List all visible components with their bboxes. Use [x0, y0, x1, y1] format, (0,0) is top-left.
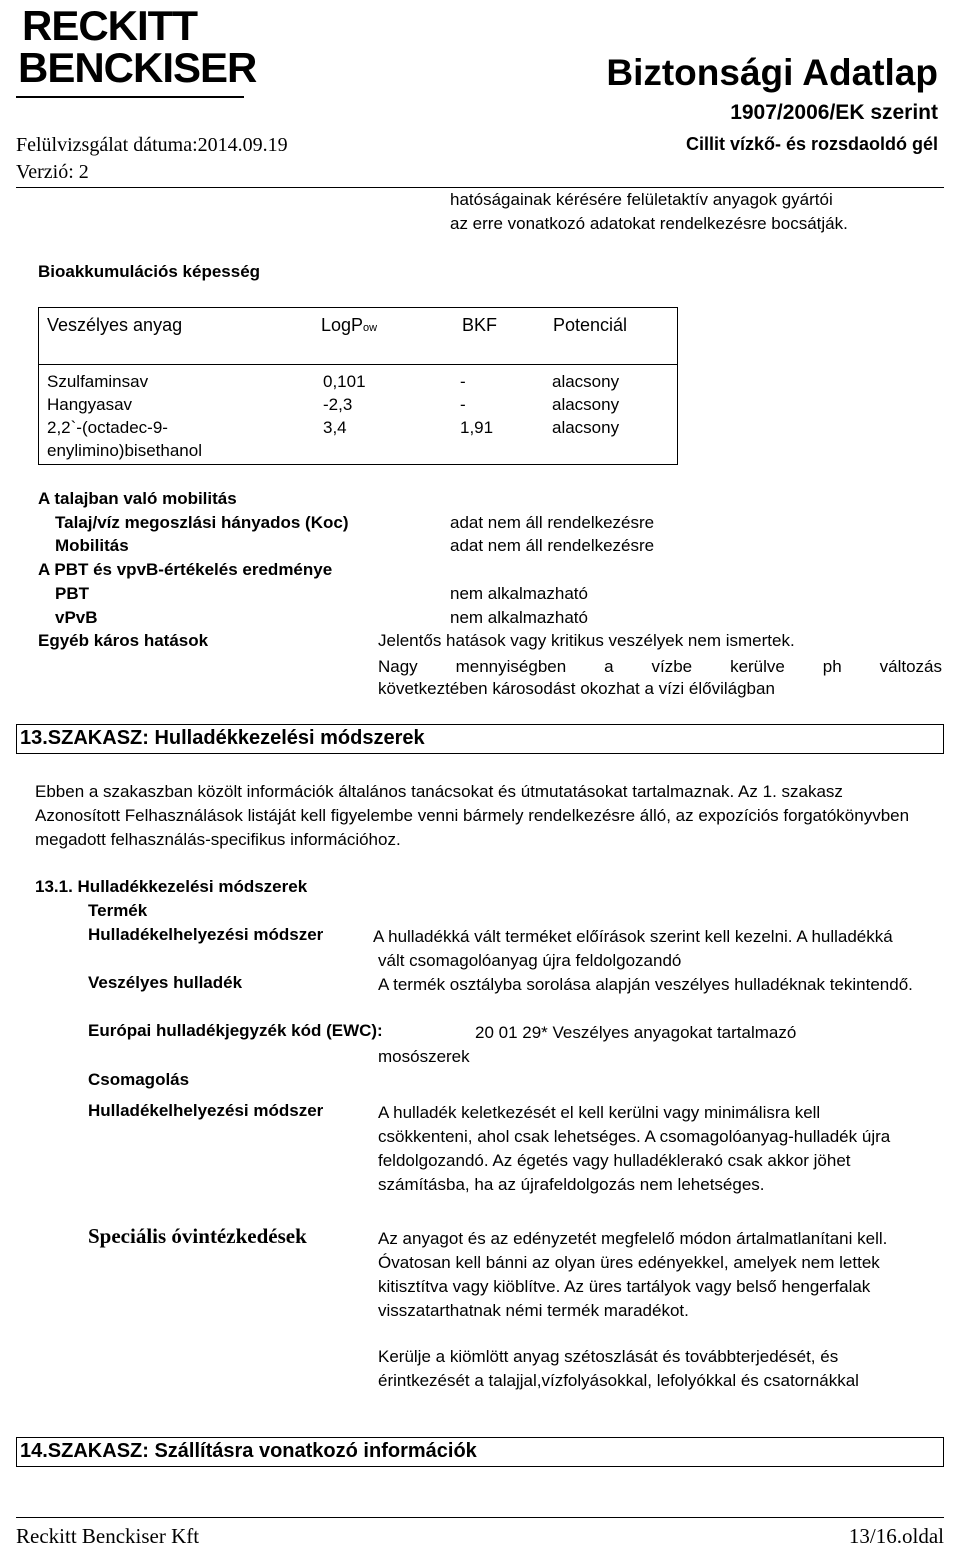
continuation-line-1: hatóságainak kérésére felületaktív anyagok gyártói — [450, 190, 833, 209]
document-title: Biztonsági Adatlap — [606, 52, 938, 93]
continuation-line-2: az erre vonatkozó adatokat rendelkezésre bocsátják. — [450, 214, 848, 233]
vpvb-label: vPvB — [55, 608, 98, 627]
table-cell-potential: alacsony — [552, 395, 620, 414]
table-cell-substance: Szulfaminsav — [47, 372, 149, 391]
section-13-title: 13.SZAKASZ: Hulladékkezelési módszerek — [20, 727, 425, 749]
mobility-value: adat nem áll rendelkezésre — [450, 536, 655, 555]
version-label: Verzió: 2 — [16, 161, 89, 183]
table-cell-potential: alacsony — [552, 372, 620, 391]
mobility-heading: A talajban való mobilitás — [38, 489, 237, 508]
hazardous-waste-label: Veszélyes hulladék — [88, 973, 243, 992]
packaging-disposal-label: Hulladékelhelyezési módszer — [88, 1101, 324, 1120]
footer-page-number: 13/16.oldal — [848, 1524, 944, 1548]
product-label: Termék — [88, 901, 148, 920]
logp-subscript: ow — [363, 322, 378, 334]
table-cell-bkf: 1,91 — [460, 418, 494, 437]
logp-label: LogP — [321, 315, 364, 335]
mobility-label: Mobilitás — [55, 536, 129, 555]
special-precautions-text-2: Kerülje a kiömlött anyag szétoszlását és továbbterjedését, és érintkezését a talajjal,vízfolyásokkal, lefolyókkal és csatornákkal — [378, 1347, 859, 1390]
other-effects-label: Egyéb káros hatások — [38, 631, 209, 650]
regulation-reference: 1907/2006/EK szerint — [730, 101, 938, 124]
revision-date: Felülvizsgálat dátuma:2014.09.19 — [16, 134, 288, 156]
disposal-method-label: Hulladékelhelyezési módszer — [88, 925, 324, 944]
special-precautions-label: Speciális óvintézkedések — [88, 1224, 307, 1248]
pbt-label: PBT — [55, 584, 89, 603]
table-cell-substance: Hangyasav — [47, 395, 133, 414]
table-cell-logp: 0,101 — [323, 372, 366, 391]
koc-label: Talaj/víz megoszlási hányados (Koc) — [55, 513, 349, 532]
column-header-potential: Potenciál — [553, 315, 628, 335]
section-13-intro: Ebben a szakaszban közölt információk általános tanácsokat és útmutatásokat tartalmaznak. Az 1. szakasz Azonosított Felhasználások listáját kell figyelembe venni bármely rendelkezésre álló, az expozíciós forgatókönyvben megadott felhasználás-specifikus információhoz. — [35, 782, 910, 849]
column-header-bkf: BKF — [462, 315, 498, 335]
ewc-label: Európai hulladékjegyzék kód (EWC): — [88, 1021, 383, 1040]
packaging-disposal-text: A hulladék keletkezését el kell kerülni vagy minimálisra kell csökkenteni, ahol csak lehetséges. A csomagolóanyag-hulladék újra feldolgozandó. Az égetés vagy hulladéklerakó csak akkor jöhet számításba, ha az újrafeldolgozás nem lehetséges. — [378, 1103, 891, 1194]
table-cell-bkf: - — [460, 372, 466, 391]
table-cell-logp: 3,4 — [323, 418, 347, 437]
table-cell-potential: alacsony — [552, 418, 620, 437]
disposal-method-text: A hulladékká vált terméket előírások szerint kell kezelni. A hulladékká vált csomagolóanyag újra feldolgozandó — [373, 927, 893, 970]
vpvb-value: nem alkalmazható — [450, 608, 588, 627]
section-13-1-heading: 13.1. Hulladékkezelési módszerek — [35, 877, 308, 896]
table-cell-substance-cont: enylimino)bisethanol — [47, 441, 202, 460]
other-effects-line-2: Nagy mennyiségben a vízbe kerülve ph változás — [378, 657, 942, 676]
table-cell-bkf: - — [460, 395, 466, 414]
footer-company: Reckitt Benckiser Kft — [16, 1524, 200, 1548]
table-cell-logp: -2,3 — [323, 395, 353, 414]
column-header-substance: Veszélyes anyag — [47, 315, 183, 335]
other-effects-line-3: következtében károsodást okozhat a vízi élővilágban — [378, 679, 775, 698]
pbt-value: nem alkalmazható — [450, 584, 588, 603]
bioaccumulation-heading: Bioakkumulációs képesség — [38, 262, 261, 281]
column-header-logp — [321, 315, 377, 336]
hazardous-waste-text: A termék osztályba sorolása alapján veszélyes hulladéknak tekintendő. — [378, 975, 913, 994]
section-14-title: 14.SZAKASZ: Szállításra vonatkozó információk — [20, 1440, 477, 1462]
ewc-text: 20 01 29* Veszélyes anyagokat tartalmazó mosószerek — [378, 1023, 797, 1066]
header-divider — [16, 187, 944, 188]
logo-text-line1: RECKITT — [22, 2, 197, 49]
pbt-heading: A PBT és vpvB-értékelés eredménye — [38, 560, 333, 579]
koc-value: adat nem áll rendelkezésre — [450, 513, 655, 532]
special-precautions-text-1: Az anyagot és az edényzetét megfelelő módon ártalmatlanítani kell. Óvatosan kell bánni az olyan üres edényekkel, amelyek nem lettek kitisztítva vagy kiöblítve. Az üres tartályok vagy belső hengerfalak visszatarthatnak némi termék maradékot. — [378, 1229, 888, 1320]
product-name: Cillit vízkő- és rozsdaoldó gél — [685, 134, 938, 154]
table-cell-substance: 2,2`-(octadec-9- — [47, 418, 168, 437]
other-effects-line-1: Jelentős hatások vagy kritikus veszélyek nem ismertek. — [378, 631, 795, 650]
logo-text-line2: BENCKISER — [18, 44, 257, 91]
packaging-label: Csomagolás — [88, 1070, 190, 1089]
footer-divider — [16, 1517, 944, 1518]
logo-underline — [16, 96, 244, 98]
